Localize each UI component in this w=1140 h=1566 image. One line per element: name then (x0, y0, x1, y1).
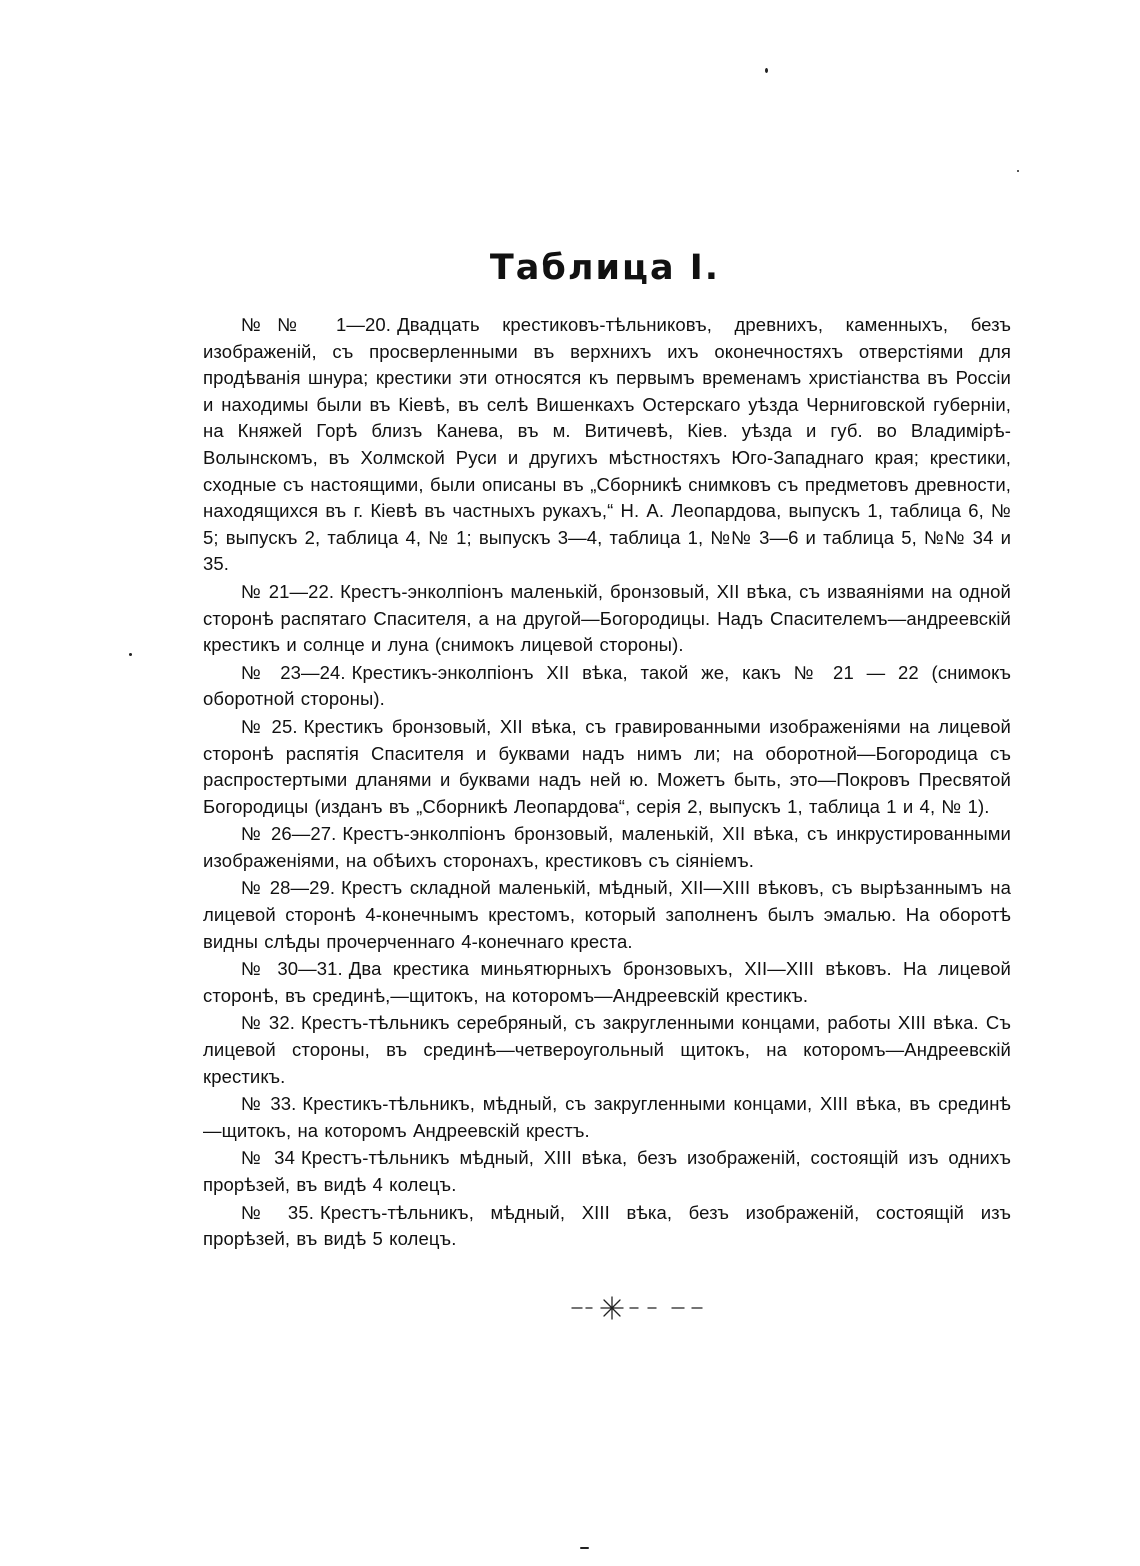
entry-number: № 33. (241, 1093, 297, 1115)
entry-text: Крестъ складной маленькій, мѣдный, XII—XIII вѣковъ, съ вырѣзаннымъ на лицевой сторонѣ 4-конечнымъ крестомъ, который заполненъ былъ эмалью. На оборотѣ видны слѣды прочерченнаго 4-конечнаго креста. (203, 877, 1011, 952)
entry-1-20 (203, 312, 1011, 578)
scan-speck (129, 653, 132, 656)
entry-number: № 30—31. (241, 958, 343, 980)
entry-number: № 28—29. (241, 877, 336, 899)
entry-number: №№ 1—20. (241, 314, 392, 335)
entry-number: № 35. (241, 1201, 314, 1223)
entry-33 (203, 1091, 1011, 1144)
page-title: Таблица I. (489, 248, 721, 288)
entry-number: № 34 (241, 1147, 295, 1169)
entry-text: Крестъ-энколпіонъ маленькій, бронзовый, XII вѣка, съ изваяніями на одной сторонѣ распятаго Спасителя, а на другой—Богородицы. Надъ Спасителемъ—андреевскій крестикъ и солнце и луна (снимокъ лицевой стороны). (203, 580, 1011, 656)
entry-text: Двадцать крестиковъ-тѣльниковъ, древнихъ, каменныхъ, безъ изображеній, съ просверленными въ верхнихъ ихъ оконечностяхъ отверстіями для продѣванія шнура; крестики эти относятся къ первымъ временамъ христіанства въ Россіи и находимы были въ Кіевѣ, въ селѣ Вишенкахъ Остерскаго уѣзда Черниговской губерніи, на Княжей Горѣ близъ Канева, въ м. Витичевѣ, Кіев. уѣзда и губ. во Владимірѣ-Волынскомъ, въ Холмской Руси и другихъ мѣстностяхъ Юго-Западнаго края; крестики, сходные съ настоящими, были описаны въ „Сборникѣ снимковъ съ предметовъ древности, находящихся въ г. Кіевѣ въ частныхъ рукахъ,“ Н. А. Леопардова, выпускъ 1, таблица 6, № 5; выпускъ 2, таблица 4, № 1; выпускъ 3—4, таблица 1, №№ 3—6 и таблица 5, №№ 34 и 35. (203, 314, 1012, 575)
entry-text: Крестикъ бронзовый, XII вѣка, съ гравированными изображеніями на лицевой сторонѣ распятія Спасителя и буквами надъ нимъ ли; на оборотной—Богородица съ распростертыми дланями и буквами надъ ней ю. Можетъ быть, это—Покровъ Пресвятой Богородицы (изданъ въ „Сборникѣ Леопардова“, серія 2, выпускъ 1, таблица 1 и 4, № 1). (203, 715, 1011, 817)
entry-number: № 26—27. (241, 823, 337, 845)
entry-21-22 (203, 579, 1011, 659)
entry-23-24 (203, 660, 1011, 713)
entry-32 (203, 1010, 1011, 1090)
entry-text: Крестъ-тѣльникъ серебряный, съ закругленными концами, работы XIII вѣка. Съ лицевой стороны, въ срединѣ—четвероугольный щитокъ, на которомъ—Андреевскій крестикъ. (203, 1012, 1011, 1087)
scan-speck (765, 68, 768, 73)
entry-text: Крестъ-тѣльникъ, мѣдный, XIII вѣка, безъ изображеній, состоящій изъ прорѣзей, въ видѣ 5 колецъ. (203, 1201, 1011, 1250)
entry-number: № 23—24. (241, 661, 346, 683)
entry-text: Крестъ-тѣльникъ мѣдный, XIII вѣка, безъ изображеній, состоящій изъ однихъ прорѣзей, въ видѣ 4 колецъ. (203, 1147, 1011, 1195)
entry-text: Крестъ-энколпіонъ бронзовый, маленькій, XII вѣка, съ инкрустированными изображеніями, на обѣихъ сторонахъ, крестиковъ съ сіяніемъ. (203, 823, 1011, 871)
scan-speck (580, 1547, 589, 1549)
entry-34 (203, 1145, 1011, 1198)
catalog-entries (203, 312, 1011, 1254)
entry-text: Крестикъ-тѣльникъ, мѣдный, съ закругленными концами, XIII вѣка, въ срединѣ—щитокъ, на которомъ Андреевскій крестъ. (203, 1093, 1011, 1141)
entry-25 (203, 714, 1011, 820)
asterisk-ornament-icon (568, 1294, 708, 1322)
entry-35 (203, 1200, 1011, 1253)
entry-28-29 (203, 875, 1011, 955)
entry-text: Два крестика миньятюрныхъ бронзовыхъ, XII—XIII вѣковъ. На лицевой сторонѣ, въ срединѣ,—щитокъ, на которомъ—Андреевскій крестикъ. (203, 958, 1011, 1006)
entry-number: № 21—22. (241, 580, 335, 602)
scan-speck (1017, 170, 1019, 172)
entry-number: № 32. (241, 1012, 295, 1034)
entry-number: № 25. (241, 715, 298, 737)
entry-26-27 (203, 821, 1011, 874)
entry-30-31 (203, 956, 1011, 1009)
entry-text: Крестикъ-энколпіонъ XII вѣка, такой же, какъ № 21 — 22 (снимокъ оборотной стороны). (203, 661, 1011, 710)
